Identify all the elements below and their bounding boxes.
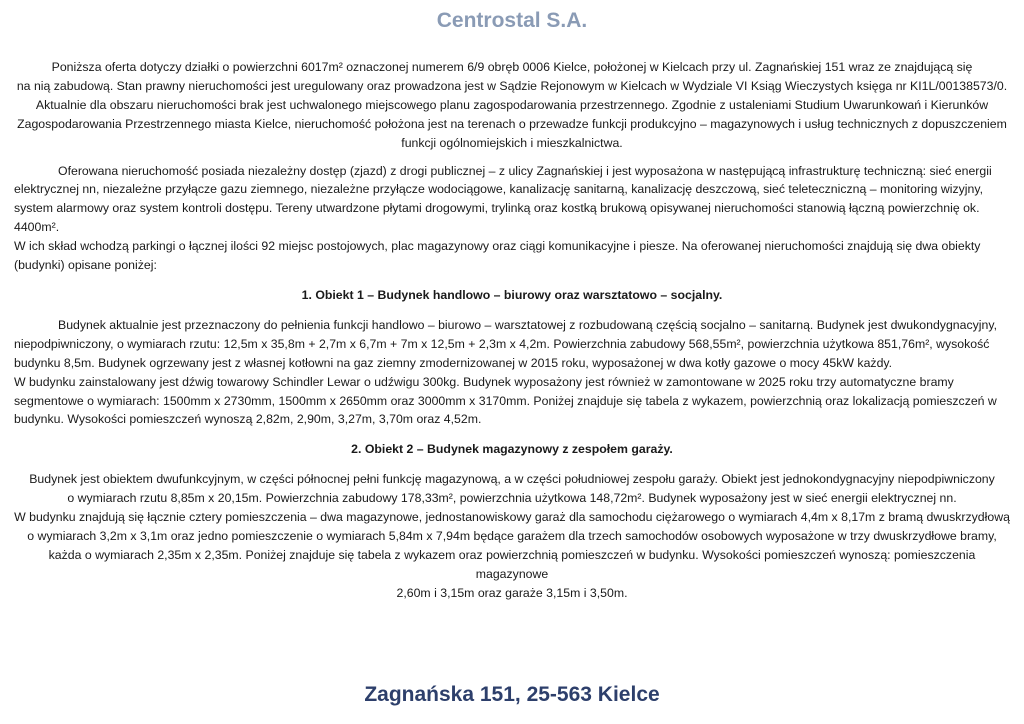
footer-address: Zagnańska 151, 25-563 Kielce <box>364 683 660 706</box>
intro-line: Zagospodarowania Przestrzennego miasta Kielce, nieruchomość położona jest na terenach o przewadze funkcji produkcyjno – magazynowych i usług technicznych z dopuszczeniem <box>17 116 1007 131</box>
intro-line: Aktualnie dla obszaru nieruchomości brak jest uchwalonego miejscowego planu zagospodarowania przestrzennego. Zgodnie z ustaleniami Studium Uwarunkowań i Kierunków <box>35 97 989 112</box>
intro-line: na nią zabudową. Stan prawny nieruchomości jest uregulowany oraz prowadzona jest w Sądzie Rejonowym w Kielcach w Wydziale VI Ksiąg Wieczystych księga nr KI1L/00138573/0. <box>16 78 1008 93</box>
object2-line: W budynku znajdują się łącznie cztery pomieszczenia – dwa magazynowe, jednostanowiskowy garaż dla samochodu ciężarowego o wymiarach 4,4m x 8,17m z bramą dwuskrzydłową <box>14 510 1010 525</box>
object2-heading: 2. Obiekt 2 – Budynek magazynowy z zespołem garaży. <box>351 442 673 457</box>
object2-line: 2,60m i 3,15m oraz garaże 3,15m i 3,50m. <box>396 585 628 600</box>
object1-paragraph: Budynek aktualnie jest przeznaczony do pełnienia funkcji handlowo – biurowo – warsztatowej z rozbudowaną częścią socjalno – sanitarną. Budynek jest dwukondygnacyjny, niepodpiwniczony, o wymiarach rzutu: 12,5m x 35,8m + 2,7m x 6,7m + 7m x 12,5m + 2,3m x 4,2m. Powierzchnia zabudowy 568,55m², powierzchnia użytkowa 851,76m², wysokość budynku 8,5m. Budynek ogrzewany jest z własnej kotłowni na gaz ziemny zmodernizowanej w 2015 roku, wyposażonej w dwa kotły gazowe o mocy 45kW każdy. <box>14 317 997 370</box>
object2-line: Budynek jest obiektem dwufunkcyjnym, w części północnej pełni funkcję magazynową, a w części południowej zespołu garaży. Obiekt jest jednokondygnacyjny niepodpiwniczony <box>29 472 995 487</box>
object2-line: o wymiarach 3,2m x 3,1m oraz jedno pomieszczenie o wymiarach 5,84m x 7,94m będące garażem dla trzech samochodów osobowych wyposażone w trzy dwuskrzydłowe bramy, <box>27 528 997 543</box>
object1-heading: 1. Obiekt 1 – Budynek handlowo – biurowy oraz warsztatowo – socjalny. <box>301 287 723 302</box>
offer-paragraph: Oferowana nieruchomość posiada niezależny dostęp (zjazd) z drogi publicznej – z ulicy Zagnańskiej i jest wyposażona w następującą infrastrukturę techniczną: sieć energii elektrycznej nn, niezależne przyłącze gazu ziemnego, niezależne przyłącze wodociągowe, kanalizację sanitarną, kanalizację deszczową, sieć teleteczniczną – monitoring wizyjny, system alarmowy oraz system kontroli dostępu. Tereny utwardzone płytami drogowymi, trylinką oraz kostką brukową opisywanej nieruchomości stanowią łączną powierzchnię ok. 4400m². <box>14 163 992 235</box>
object2-paragraph <box>14 470 1010 602</box>
object2-line: każda o wymiarach 2,35m x 2,35m. Poniżej znajduje się tabela z wykazem oraz powierzchnią pomieszczeń w budynku. Wysokości pomieszczeń wynoszą: pomieszczenia magazynowe <box>48 547 976 581</box>
intro-line: Poniższa oferta dotyczy działki o powierzchni 6017m² oznaczonej numerem 6/9 obręb 0006 Kielce, położonej w Kielcach przy ul. Zagnańskiej 151 wraz ze znajdującą się <box>51 60 973 74</box>
intro-paragraph <box>14 58 1010 153</box>
offer-paragraph-2: W ich skład wchodzą parkingi o łącznej ilości 92 miejsc postojowych, plac magazynowy oraz ciągi komunikacyjne i piesze. Na oferowanej nieruchomości znajdują się dwa obiekty (budynki) opisane poniżej: <box>14 239 981 273</box>
document-body <box>14 58 1010 603</box>
company-title: Centrostal S.A. <box>436 9 588 32</box>
object2-line: o wymiarach rzutu 8,85m x 20,15m. Powierzchnia zabudowy 178,33m², powierzchnia użytkowa 148,72m². Budynek wyposażony jest w sieć energii elektrycznej nn. <box>67 491 957 506</box>
intro-line: funkcji ogólnomiejskich i mieszkalnictwa. <box>401 135 623 150</box>
object1-paragraph-2: W budynku zainstalowany jest dźwig towarowy Schindler Lewar o udźwigu 300kg. Budynek wyposażony jest również w zamontowane w 2025 roku trzy automatyczne bramy segmentowe o wymiarach: 1500mm x 2730mm, 1500mm x 2650mm oraz 3000mm x 3170mm. Poniżej znajduje się tabela z wykazem, powierzchnią oraz lokalizacją pomieszczeń w budynku. Wysokości pomieszczeń wynoszą 2,82m, 2,90m, 3,27m, 3,70m oraz 4,52m. <box>14 374 997 427</box>
